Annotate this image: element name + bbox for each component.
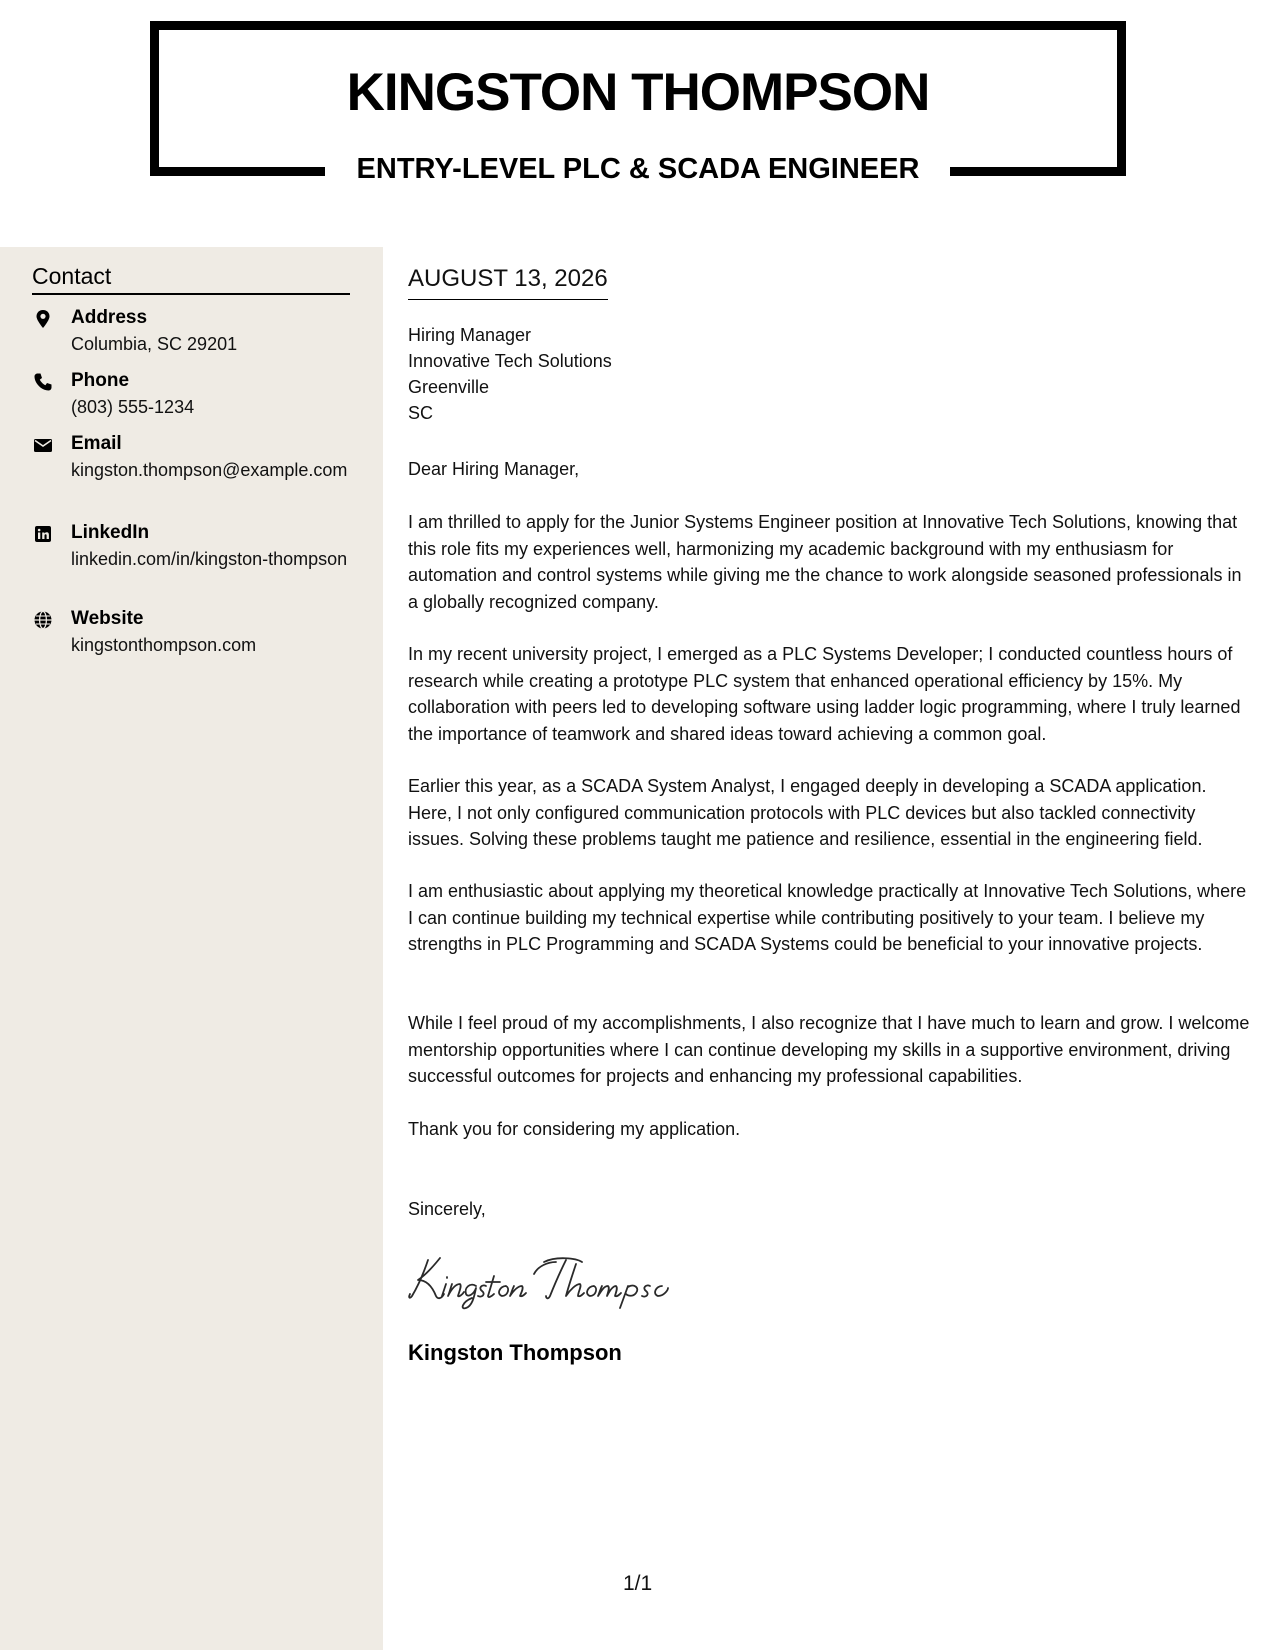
contact-value: (803) 555-1234	[71, 397, 195, 417]
contact-label: Website	[71, 608, 144, 629]
letter-date: AUGUST 13, 2026	[408, 265, 608, 300]
candidate-name: KINGSTON THOMPSON	[346, 63, 930, 122]
job-title: ENTRY-LEVEL PLC & SCADA ENGINEER	[356, 153, 920, 185]
body-paragraph: I am thrilled to apply for the Junior Systems Engineer position at Innovative Tech Solutions, knowing that this role fits my experiences well, harmonizing my academic background with my enthusiasm for automation and control systems while giving me the chance to work alongside seasoned professionals in a globally recognized company.	[408, 512, 1242, 612]
recipient-line: SC	[408, 403, 434, 423]
contact-heading: Contact	[32, 263, 350, 295]
body-paragraph: In my recent university project, I emerged as a PLC Systems Developer; I conducted countless hours of research while creating a prototype PLC system that enhanced operational efficiency by 15%. My collaboration with peers led to developing software using ladder logic programming, where I truly learned the importance of teamwork and shared ideas toward achieving a common goal.	[408, 644, 1241, 744]
contact-label: Email	[71, 433, 122, 454]
envelope-icon	[32, 434, 54, 456]
frame-top-border	[150, 21, 1126, 30]
page-number: 1/1	[623, 1572, 653, 1595]
signer-name: Kingston Thompson	[408, 1340, 622, 1365]
thank-you-line: Thank you for considering my application.	[408, 1119, 741, 1139]
contact-value: Columbia, SC 29201	[71, 334, 238, 354]
linkedin-icon	[32, 523, 54, 545]
contact-value: linkedin.com/in/kingston-thompson	[71, 549, 348, 569]
recipient-line: Hiring Manager	[408, 325, 532, 345]
body-paragraph: I am enthusiastic about applying my theoretical knowledge practically at Innovative Tech Solutions, where I can continue building my technical expertise while contributing positively to your team. I believe my strengths in PLC Programming and SCADA Systems could be beneficial to your innovative projects.	[408, 881, 1247, 954]
phone-icon	[32, 371, 54, 393]
body-paragraph: Earlier this year, as a SCADA System Analyst, I engaged deeply in developing a SCADA application. Here, I not only configured communication protocols with PLC devices but also tackled connectivity issues. Solving these problems taught me patience and resilience, essential in the engineering field.	[408, 776, 1207, 849]
contact-label: LinkedIn	[71, 522, 150, 543]
body-paragraph: While I feel proud of my accomplishments, I also recognize that I have much to learn and grow. I welcome mentorship opportunities where I can continue developing my skills in a supportive environment, driving successful outcomes for projects and enhancing my professional capabilities.	[408, 1013, 1250, 1086]
handwritten-signature	[406, 1250, 670, 1310]
contact-value: kingstonthompson.com	[71, 635, 257, 655]
contact-label: Address	[71, 307, 148, 328]
location-pin-icon	[32, 308, 54, 330]
recipient-block	[408, 322, 1008, 426]
globe-icon	[32, 609, 54, 631]
closing: Sincerely,	[408, 1199, 486, 1219]
recipient-line: Innovative Tech Solutions	[408, 351, 612, 371]
contact-label: Phone	[71, 370, 130, 391]
recipient-line: Greenville	[408, 377, 490, 397]
salutation: Dear Hiring Manager,	[408, 459, 580, 479]
contact-value: kingston.thompson@example.com	[71, 460, 348, 480]
